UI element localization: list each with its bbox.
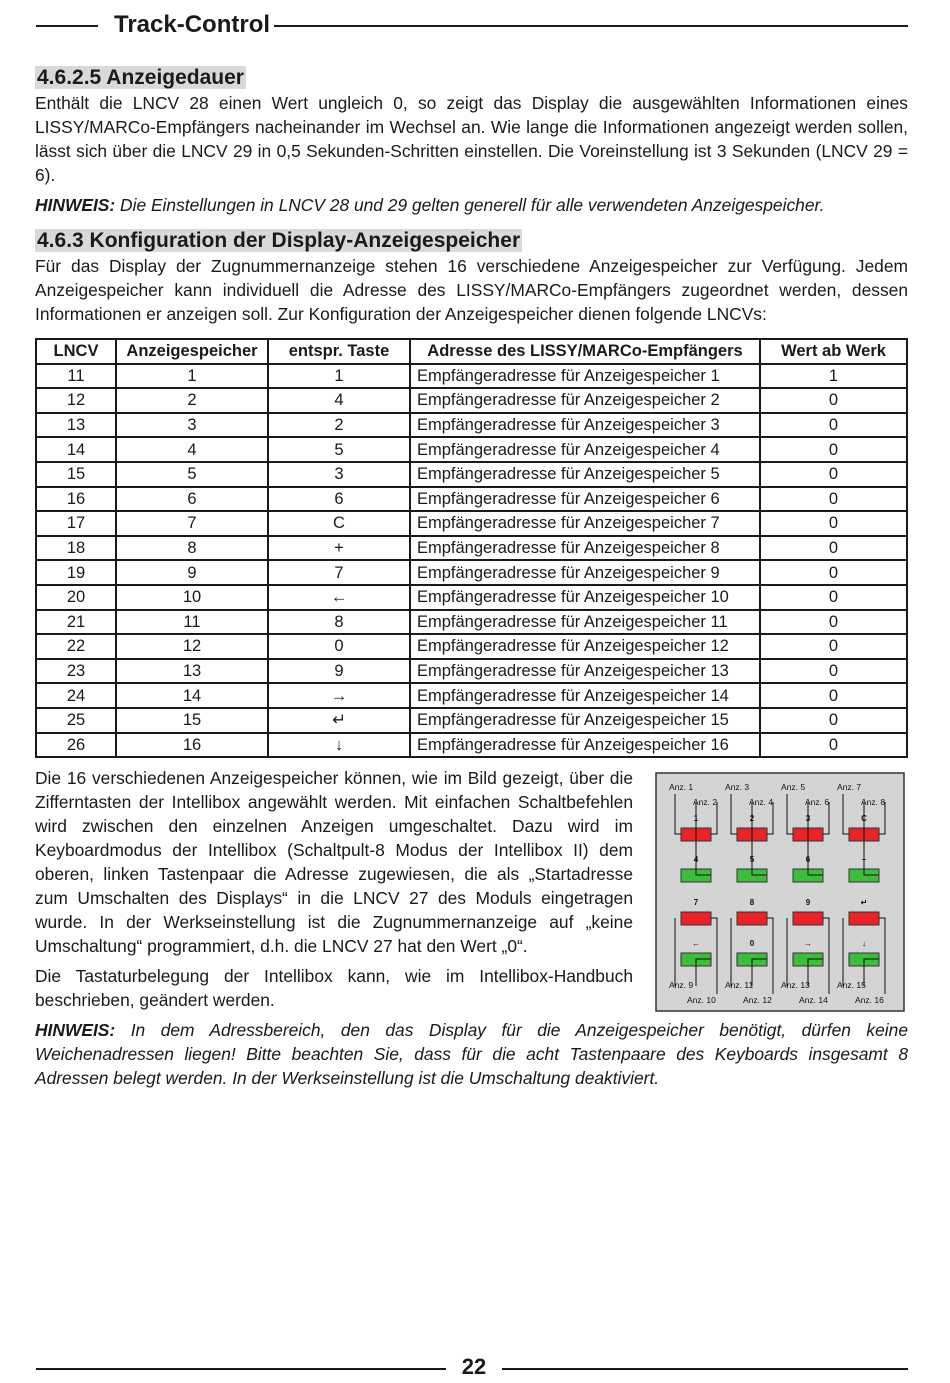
- cell-anzeigespeicher: 12: [116, 634, 268, 659]
- cell-taste: +: [268, 536, 410, 561]
- footer-rule-right: [502, 1368, 908, 1370]
- table-row: [36, 388, 907, 413]
- keyboard-anz-label: Anz. 4: [749, 797, 774, 808]
- cell-anzeigespeicher: 2: [116, 388, 268, 413]
- keyboard-anz-label: Anz. 10: [687, 995, 716, 1006]
- keyboard-anz-label: Anz. 1: [669, 782, 694, 793]
- keyboard-anz-label: Anz. 13: [781, 980, 810, 991]
- cell-taste: C: [268, 511, 410, 536]
- cell-lncv: 11: [36, 364, 116, 389]
- table-row: [36, 560, 907, 585]
- keyboard-key-label: 7: [693, 898, 699, 908]
- cell-adresse: Empfängeradresse für Anzeigespeicher 8: [410, 536, 760, 561]
- keyboard-key-label: 3: [805, 814, 811, 824]
- table-row: [36, 536, 907, 561]
- cell-adresse: Empfängeradresse für Anzeigespeicher 9: [410, 560, 760, 585]
- cell-adresse: Empfängeradresse für Anzeigespeicher 16: [410, 733, 760, 758]
- cell-lncv: 23: [36, 659, 116, 684]
- keyboard-key-label: 1: [693, 814, 699, 824]
- cell-taste: 2: [268, 413, 410, 438]
- table-row: [36, 487, 907, 512]
- cell-adresse: Empfängeradresse für Anzeigespeicher 2: [410, 388, 760, 413]
- cell-anzeigespeicher: 6: [116, 487, 268, 512]
- cell-wert: 0: [760, 683, 907, 708]
- table-row: [36, 413, 907, 438]
- cell-wert: 0: [760, 437, 907, 462]
- cell-wert: 0: [760, 585, 907, 610]
- table-row: [36, 708, 907, 733]
- col-header-taste: entspr. Taste: [268, 339, 410, 364]
- cell-wert: 0: [760, 536, 907, 561]
- keyboard-key-label: 2: [749, 814, 755, 824]
- section-heading-konfiguration: 4.6.3 Konfiguration der Display-Anzeigespeicher: [37, 229, 521, 252]
- keyboard-key-label: 0: [749, 939, 755, 949]
- cell-adresse: Empfängeradresse für Anzeigespeicher 10: [410, 585, 760, 610]
- cell-anzeigespeicher: 13: [116, 659, 268, 684]
- keyboard-key-label: ↵: [860, 898, 868, 908]
- cell-lncv: 19: [36, 560, 116, 585]
- keyboard-key-label: 8: [749, 898, 755, 908]
- header-title: Track-Control: [106, 10, 278, 40]
- keyboard-anz-label: Anz. 6: [805, 797, 830, 808]
- cell-taste: ←: [268, 585, 410, 610]
- cell-adresse: Empfängeradresse für Anzeigespeicher 12: [410, 634, 760, 659]
- cell-adresse: Empfängeradresse für Anzeigespeicher 1: [410, 364, 760, 389]
- cell-anzeigespeicher: 4: [116, 437, 268, 462]
- cell-anzeigespeicher: 10: [116, 585, 268, 610]
- keyboard-panel: [656, 773, 904, 1011]
- table-row: [36, 733, 907, 758]
- keyboard-anz-label: Anz. 15: [837, 980, 866, 991]
- cell-lncv: 20: [36, 585, 116, 610]
- table-row: [36, 462, 907, 487]
- cell-anzeigespeicher: 3: [116, 413, 268, 438]
- footer-rule-left: [36, 1368, 446, 1370]
- cell-wert: 0: [760, 634, 907, 659]
- table-row: [36, 659, 907, 684]
- cell-taste: 8: [268, 610, 410, 635]
- keyboard-key-label: →: [804, 939, 812, 949]
- keyboard-key-label: 5: [749, 855, 755, 865]
- keyboard-key: [737, 912, 767, 925]
- cell-lncv: 12: [36, 388, 116, 413]
- cell-anzeigespeicher: 15: [116, 708, 268, 733]
- section-heading-anzeigedauer: 4.6.2.5 Anzeigedauer: [37, 66, 244, 89]
- col-header-wert: Wert ab Werk: [760, 339, 907, 364]
- table-row: [36, 364, 907, 389]
- keyboard-anz-label: Anz. 14: [799, 995, 828, 1006]
- keyboard-key: [849, 912, 879, 925]
- cell-wert: 0: [760, 659, 907, 684]
- table-row: [36, 437, 907, 462]
- cell-taste: →: [268, 683, 410, 708]
- keyboard-key-label: 4: [693, 855, 699, 865]
- cell-lncv: 24: [36, 683, 116, 708]
- cell-anzeigespeicher: 1: [116, 364, 268, 389]
- section-body-konfiguration: Für das Display der Zugnummernanzeige stehen 16 verschiedene Anzeigespeicher zur Verfügung. Jedem Anzeigespeicher kann individuell die Adresse des LISSY/MARCo-Empfängers zugeordnet werden, dessen Informationen er anzeigen soll. Zur Konfiguration der Anzeigespeicher dienen folgende LNCVs:: [35, 256, 908, 324]
- keyboard-key-label: ↓: [862, 939, 866, 949]
- cell-anzeigespeicher: 8: [116, 536, 268, 561]
- cell-taste: 7: [268, 560, 410, 585]
- keyboard-description: Die 16 verschiedenen Anzeigespeicher können, wie im Bild gezeigt, über die Zifferntasten der Intellibox angewählt werden. Mit einfachen Schaltbefehlen wird zwischen den einzelnen Anzeigen umgeschaltet. Dazu wird im Keyboardmodus der Intellibox (Schaltpult-8 Modus der Intellibox II) dem oberen, linken Tastenpaar die Adresse zugewiesen, die als „Startadresse zum Umschalten des Displays“ in die LNCV 27 des Moduls eingetragen wurde. In der Werkseinstellung ist die Zugnummernanzeige auf „keine Umschaltung“ programmiert, d.h. die LNCV 27 hat den Wert „0“.: [35, 768, 633, 957]
- note-adressbereich: HINWEIS: In dem Adressbereich, den das Display für die Anzeigespeicher benötigt, dürfen keine Weichenadressen liegen! Bitte beachten Sie, dass für die acht Tastenpaare des Keyboards insgesamt 8 Adressen belegt werden. In der Werkseinstellung ist die Umschaltung deaktiviert.: [35, 1020, 908, 1089]
- keyboard-anz-label: Anz. 7: [837, 782, 862, 793]
- cell-taste: 1: [268, 364, 410, 389]
- cell-anzeigespeicher: 14: [116, 683, 268, 708]
- cell-taste: 0: [268, 634, 410, 659]
- cell-adresse: Empfängeradresse für Anzeigespeicher 6: [410, 487, 760, 512]
- cell-taste: ↓: [268, 733, 410, 758]
- keyboard-anz-label: Anz. 9: [669, 980, 694, 991]
- keyboard-section: [35, 766, 908, 1090]
- keyboard-key-label: ←: [692, 939, 700, 949]
- cell-taste: 4: [268, 388, 410, 413]
- cell-lncv: 16: [36, 487, 116, 512]
- cell-wert: 1: [760, 364, 907, 389]
- keyboard-anz-label: Anz. 2: [693, 797, 718, 808]
- cell-lncv: 17: [36, 511, 116, 536]
- keyboard-key: [681, 912, 711, 925]
- cell-taste: ↵: [268, 708, 410, 733]
- cell-adresse: Empfängeradresse für Anzeigespeicher 15: [410, 708, 760, 733]
- cell-adresse: Empfängeradresse für Anzeigespeicher 7: [410, 511, 760, 536]
- header-rule-right: [274, 25, 908, 27]
- cell-wert: 0: [760, 388, 907, 413]
- keyboard-anz-label: Anz. 11: [725, 980, 754, 991]
- cell-adresse: Empfängeradresse für Anzeigespeicher 14: [410, 683, 760, 708]
- cell-wert: 0: [760, 708, 907, 733]
- cell-adresse: Empfängeradresse für Anzeigespeicher 3: [410, 413, 760, 438]
- cell-lncv: 13: [36, 413, 116, 438]
- cell-wert: 0: [760, 413, 907, 438]
- cell-wert: 0: [760, 487, 907, 512]
- lncv-table: [35, 338, 908, 758]
- cell-anzeigespeicher: 9: [116, 560, 268, 585]
- cell-lncv: 25: [36, 708, 116, 733]
- table-row: [36, 683, 907, 708]
- col-header-anzeigespeicher: Anzeigespeicher: [116, 339, 268, 364]
- cell-taste: 5: [268, 437, 410, 462]
- cell-anzeigespeicher: 7: [116, 511, 268, 536]
- table-row: [36, 511, 907, 536]
- cell-taste: 3: [268, 462, 410, 487]
- cell-wert: 0: [760, 511, 907, 536]
- keyboard-key-label: +: [861, 855, 867, 865]
- cell-anzeigespeicher: 16: [116, 733, 268, 758]
- keyboard-key-label: C: [861, 814, 867, 824]
- keyboard-key-label: 6: [805, 855, 811, 865]
- page-number: 22: [461, 1354, 487, 1379]
- col-header-lncv: LNCV: [36, 339, 116, 364]
- keyboard-anz-label: Anz. 3: [725, 782, 750, 793]
- table-header-row: [36, 339, 907, 364]
- section-body-anzeigedauer: Enthält die LNCV 28 einen Wert ungleich 0, so zeigt das Display die ausgewählten Informationen eines LISSY/MARCo-Empfängers nacheinander im Wechsel an. Wie lange die Informationen angezeigt werden sollen, lässt sich über die LNCV 29 in 0,5 Sekunden-Schritten einstellen. Die Voreinstellung ist 3 Sekunden (LNCV 29 = 6).: [35, 93, 908, 185]
- keyboard-key: [793, 912, 823, 925]
- cell-lncv: 18: [36, 536, 116, 561]
- cell-adresse: Empfängeradresse für Anzeigespeicher 4: [410, 437, 760, 462]
- cell-lncv: 26: [36, 733, 116, 758]
- cell-anzeigespeicher: 11: [116, 610, 268, 635]
- cell-adresse: Empfängeradresse für Anzeigespeicher 5: [410, 462, 760, 487]
- cell-lncv: 14: [36, 437, 116, 462]
- table-row: [36, 634, 907, 659]
- cell-wert: 0: [760, 560, 907, 585]
- keyboard-diagram: [655, 772, 905, 1012]
- cell-adresse: Empfängeradresse für Anzeigespeicher 13: [410, 659, 760, 684]
- cell-lncv: 21: [36, 610, 116, 635]
- table-row: [36, 610, 907, 635]
- cell-taste: 9: [268, 659, 410, 684]
- keyboard-anz-label: Anz. 16: [855, 995, 884, 1006]
- cell-wert: 0: [760, 733, 907, 758]
- keyboard-anz-label: Anz. 12: [743, 995, 772, 1006]
- cell-anzeigespeicher: 5: [116, 462, 268, 487]
- table-row: [36, 585, 907, 610]
- keyboard-remap-note: Die Tastaturbelegung der Intellibox kann, wie im Intellibox-Handbuch beschrieben, geändert werden.: [35, 966, 633, 1011]
- cell-taste: 6: [268, 487, 410, 512]
- page-header: [36, 10, 908, 40]
- page-footer: [36, 1352, 908, 1382]
- cell-wert: 0: [760, 610, 907, 635]
- page-content: [35, 64, 908, 1090]
- cell-lncv: 15: [36, 462, 116, 487]
- note-anzeigedauer: HINWEIS: Die Einstellungen in LNCV 28 und 29 gelten generell für alle verwendeten Anzeigespeicher.: [35, 195, 825, 215]
- keyboard-anz-label: Anz. 5: [781, 782, 806, 793]
- cell-lncv: 22: [36, 634, 116, 659]
- keyboard-key-label: 9: [805, 898, 811, 908]
- col-header-adresse: Adresse des LISSY/MARCo-Empfängers: [410, 339, 760, 364]
- header-rule-left: [36, 25, 98, 27]
- keyboard-anz-label: Anz. 8: [861, 797, 886, 808]
- cell-wert: 0: [760, 462, 907, 487]
- cell-adresse: Empfängeradresse für Anzeigespeicher 11: [410, 610, 760, 635]
